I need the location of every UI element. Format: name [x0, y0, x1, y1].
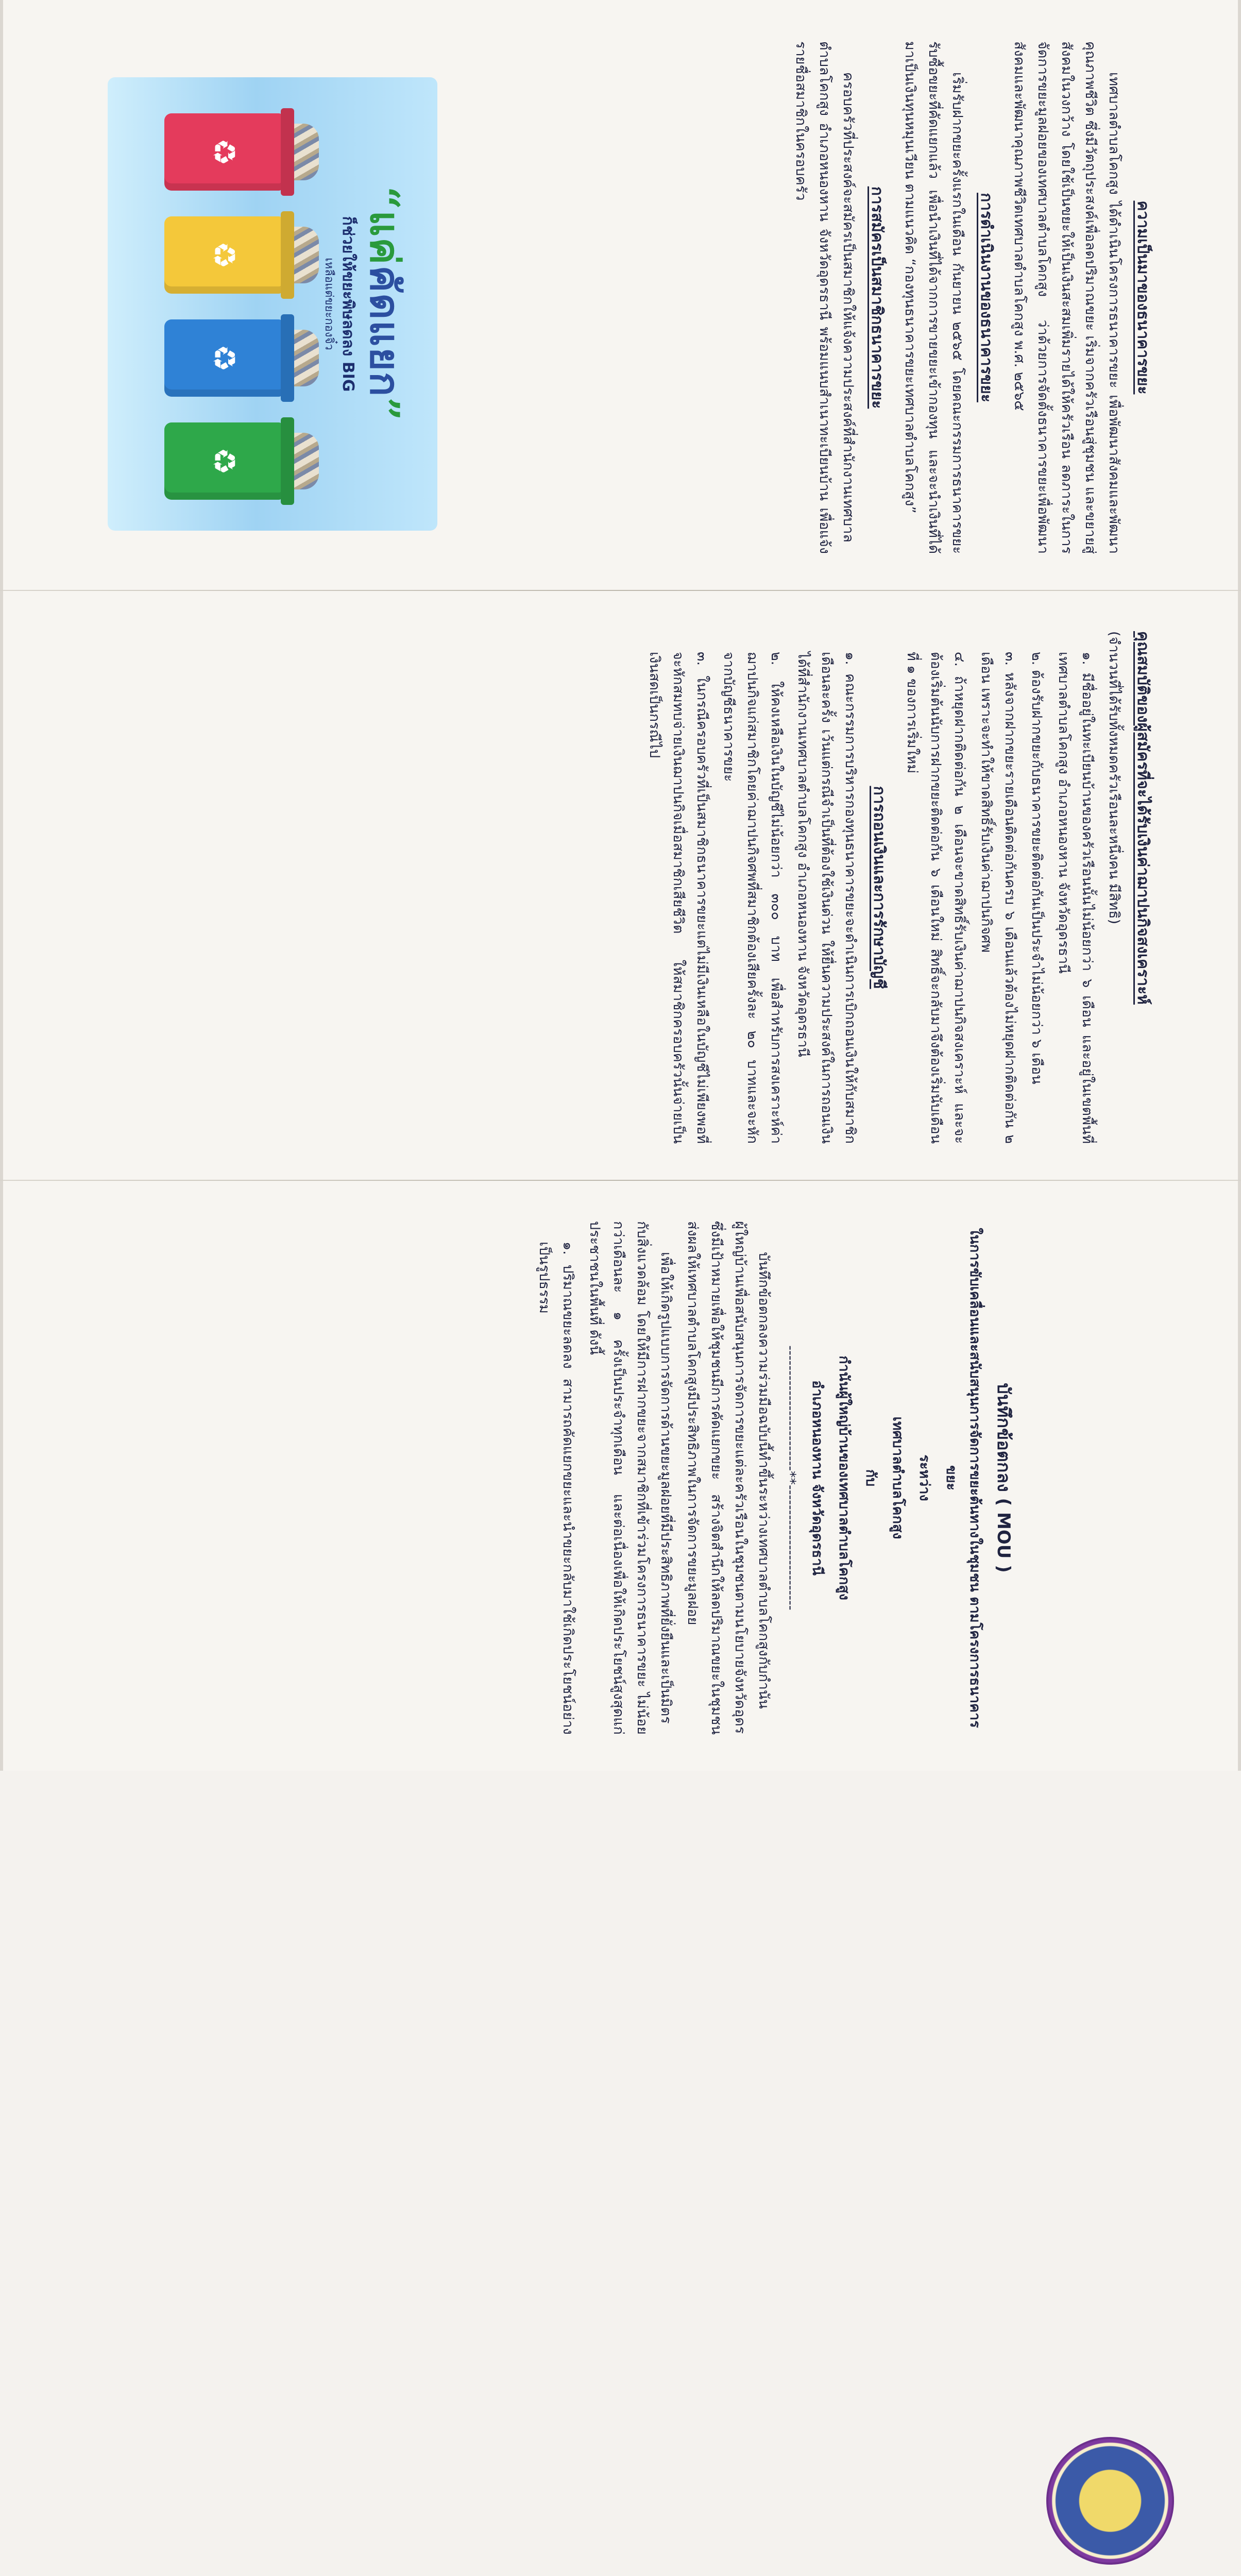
poster-title [353, 77, 417, 531]
mou-with: กับ [863, 1469, 879, 1487]
green-bin-icon: ♻ [164, 422, 283, 500]
operation-paragraph: เริ่มรับฝากขยะครั้งแรกในเดือน กันยายน ๒๕๖๕ โดยคณะกรรมการธนาคารขยะรับซื้อขยะที่คัดแยกแล้ว เพื่อนำเงินที่ได้จากการขายขยะเข้ากองทุน และจะนำเงินที่ได้มาเป็นเงินทุนหมุนเวียน ตามแนวคิด “กองทุนธนาคารขยะเทศบาลตำบลโคกสูง” [902, 41, 965, 554]
withdrawal-item-2: ๒. ให้คงเหลือเงินในบัญชีไม่น้อยกว่า ๓๐๐ บาท เพื่อสำหรับการสงเคราะห์ค่าฌาปนกิจแก่สมาชิกโดยค่าฌาปนกิจศพที่สมาชิกต้องเสียครั้งละ ๒๐ บาทและจะหักจากบัญชีธนาคารขยะ [721, 652, 784, 1144]
mou-party-1: เทศบาลตำบลโคกสูง [890, 1416, 906, 1539]
eligibility-item-2: ๒. ต้องรับฝากขยะกับธนาคารขยะติดต่อกันเป็นประจำไม่น้อยกว่า ๖ เดือน [1029, 652, 1045, 1084]
heading-bank-history: ความเป็นมาของธนาคารขยะ [1134, 200, 1152, 395]
poster-subline: เหลือแต่ขยะกองจิ๋ว [322, 258, 335, 350]
heading-eligibility: คุณสมบัติของผู้สมัครที่จะได้รับเงินค่าฌาปนกิจสงเคราะห์ [1134, 631, 1152, 1005]
eligibility-item-1: ๑. มีชื่ออยู่ในทะเบียนบ้านของครัวเรือนนั้นไม่น้อยกว่า ๖ เดือน และอยู่ในเขตพื้นที่เทศบาลตำบลโคกสูง อำเภอหนองหาน จังหวัดอุดรธานี [1056, 652, 1095, 1144]
panel-member-rules [0, 590, 1241, 1180]
yellow-bin-icon: ♻ [164, 216, 283, 294]
mou-party-2: กำนันผู้ใหญ่บ้านของเทศบาลตำบลโคกสูง [836, 1355, 852, 1600]
blue-bin-icon: ♻ [164, 319, 283, 397]
mou-paragraph-2: เพื่อให้เกิดรูปแบบการจัดการด้านขยะมูลฝอยที่มีประสิทธิภาพที่ยั่งยืนและเป็นมิตรกับสิ่งแวดล้อม โดยให้มีการฝากขยะจากสมาชิกที่เข้าร่วมโครงการธนาคารขยะ ไม่น้อยกว่าเดือนละ ๑ ครั้งเป็นประจำทุกเดือน และต่อเนื่องเพื่อให้เกิดประโยชน์สูงสุดแก่ประชาชนในพื้นที่ ดังนี้ [587, 1221, 674, 1735]
withdrawal-item-3: ๓. ในกรณีครอบครัวที่เป็นสมาชิกธนาคารขยะแต่ไม่มีเงินเหลือในบัญชีไม่เพียงพอที่จะหักสมทบจ่ายเงินฌาปนกิจเมื่อสมาชิกเสียชีวิต ให้สมาชิกครอบครัวนั้นจ่ายเป็นเงินสดเป็นกรณีไป [647, 652, 710, 1144]
panel-history [0, 0, 1241, 590]
poster-title-main: คัดแยก [361, 265, 408, 398]
panel-cover-mou [0, 1180, 1241, 1771]
eligibility-item-3: ๓. หลังจากฝากขยะรายเดือนติดต่อกันครบ ๖ เดือนแล้วต้องไม่หยุดฝากติดต่อกัน ๒ เดือน เพราะจะทำให้ขาดสิทธิ์รับเงินค่าฌาปนกิจศพ [978, 652, 1018, 1144]
eligibility-item-4: ๔. ถ้าหยุดฝากติดต่อกัน ๒ เดือนจะขาดสิทธิ์รับเงินค่าฌาปนกิจสงเคราะห์ และจะต้องเริ่มต้นนับการฝากขยะติดต่อกัน ๖ เดือนใหม่ สิทธิ์จะกลับมาจึงต้องเริ่มนับเดือนที่ ๑ ของการเริ่มใหม่ [904, 652, 967, 1144]
heading-bank-operation: การดำเนินงานของธนาคารขยะ [977, 193, 995, 402]
poster-title-close: ” [361, 397, 408, 422]
mou-item-1: ๑. ปริมาณขยะลดลง สามารถคัดแยกขยะและนำขยะกลับมาใช้เกิดประโยชน์อย่างเป็นรูปธรรม [536, 1242, 576, 1735]
mou-subject: ในการขับเคลื่อนและสนับสนุนการจัดการขยะต้นทางในชุมชน ตามโครงการธนาคารขยะ [943, 1228, 983, 1728]
mou-title: บันทึกข้อตกลง ( MOU ) [993, 1383, 1014, 1573]
mou-paragraph-1: บันทึกข้อตกลงความร่วมมือฉบับนี้ทำขึ้นระหว่างเทศบาลตำบลโคกสูงกับกำนันผู้ใหญ่บ้านเพื่อสนับสนุนการจัดการขยะแต่ละครัวเรือนในชุมชนตามนโยบายจังหวัดอุดร ซึ่งมีเป้าหมายเพื่อให้ชุมชนมีการคัดแยกขยะ สร้างจิตสำนึกให้ลดปริมาณขยะในชุมชนส่งผลให้เทศบาลตำบลโคกสูงมีประสิทธิภาพในการจัดการขยะมูลฝอย [685, 1221, 772, 1735]
withdrawal-item-1: ๑. คณะกรรมการบริหารกองทุนธนาคารขยะจะดำเนินการเบิกถอนเงินให้กับสมาชิกเดือนละครั้ง เว้นแต่กรณีจำเป็นที่ต้องใช้เงินด่วน ให้ยื่นความประสงค์ในการถอนเงินได้ที่สำนักงานเทศบาลตำบลโคกสูง อำเภอหนองหาน จังหวัดอุดรธานี [795, 652, 858, 1144]
red-bin-icon: ♻ [164, 113, 283, 191]
heading-withdrawal: การถอนเงินและการรักษาบัญชี [870, 786, 888, 989]
poster-title-open: “แค่ [361, 186, 408, 266]
poster-subtitle: ก็ช่วยให้ขยะพิษลดลง BIG [339, 216, 357, 392]
eligibility-note: (จำนวนที่ได้รับทั้งหมดครัวเรือนละหนึ่งคน มีสิทธิ) [1106, 631, 1122, 925]
mou-between: ระหว่าง [916, 1454, 932, 1501]
membership-paragraph: ครอบครัวที่ประสงค์จะสมัครเป็นสมาชิกให้แจ้งความประสงค์ที่สำนักงานเทศบาลตำบลโคกสูง อำเภอหนองหาน จังหวัดอุดรธานี พร้อมแนบสำเนาทะเบียนบ้าน เพื่อแจ้งรายชื่อสมาชิกในครอบครัว [793, 41, 856, 554]
mou-divider: -------------------------**------------------------- [783, 1345, 798, 1611]
mou-party-2-location: อำเภอหนองหาน จังหวัดอุดรธานี [809, 1380, 825, 1575]
heading-membership: การสมัครเป็นสมาชิกธนาคารขยะ [868, 186, 886, 409]
recycle-poster [108, 77, 437, 531]
municipality-seal-icon [1046, 2437, 1174, 2565]
history-paragraph: เทศบาลตำบลโคกสูง ได้ดำเนินโครงการธนาคารขยะ เพื่อพัฒนาสังคมและพัฒนาคุณภาพชีวิต ซึ่งมีวัตถุประสงค์เพื่อลดปริมาณขยะ เริ่มจากครัวเรือนสู่ชุมชน และขยายสู่สังคมในวงกว้าง โดยใช้เป็นขยะให้เป็นเงินสะสมเพิ่มรายได้ให้ครัวเรือน ลดภาระในการจัดการขยะมูลฝอยของเทศบาลตำบลโคกสูง ว่าด้วยการจัดตั้งธนาคารขยะเพื่อพัฒนาสังคมและพัฒนาคุณภาพชีวิตเทศบาลตำบลโคกสูง พ.ศ. ๒๕๖๕ [1011, 41, 1122, 554]
